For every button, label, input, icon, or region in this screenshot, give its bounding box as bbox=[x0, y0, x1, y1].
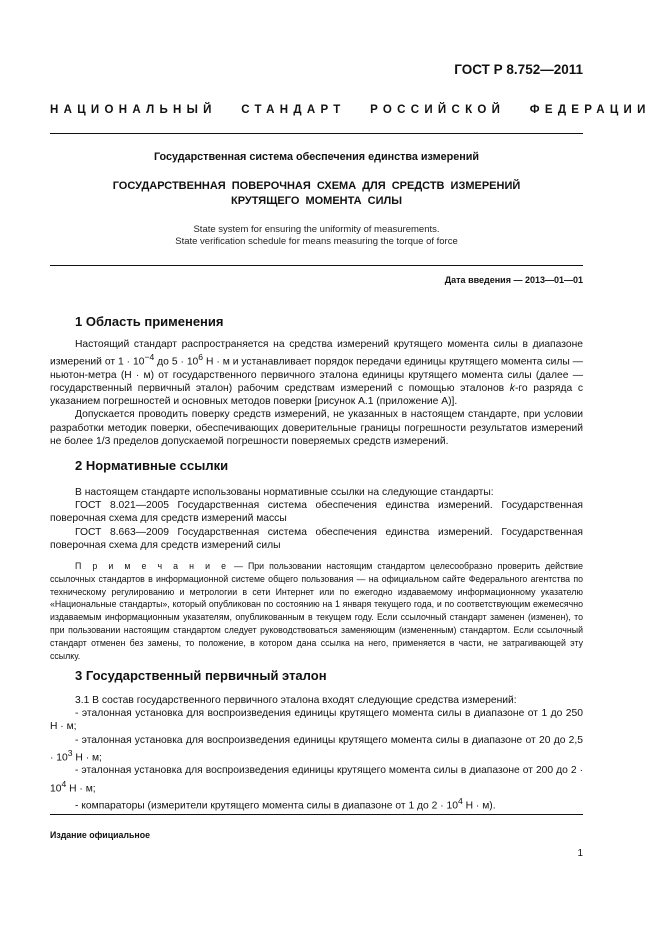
page-number: 1 bbox=[577, 848, 583, 859]
section2-paragraph1: В настоящем стандарте использованы нормативные ссылки на следующие стандарты: bbox=[75, 487, 494, 498]
section1-body bbox=[50, 338, 583, 448]
section3-body bbox=[50, 694, 583, 813]
standard-title-line1: ГОСУДАРСТВЕННАЯ ПОВЕРОЧНАЯ СХЕМА ДЛЯ СРЕДСТВ ИЗМЕРЕНИЙ bbox=[112, 180, 521, 192]
section1-heading: 1 Область применения bbox=[75, 314, 224, 329]
header-divider bbox=[50, 133, 583, 134]
english-title-line2: State verification schedule for means measuring the torque of force bbox=[175, 236, 458, 247]
section3-heading: 3 Государственный первичный эталон bbox=[75, 668, 327, 683]
section3-item1: - эталонная установка для воспроизведения единицы крутящего момента силы в диапазоне от 1 до 250 Н · м; bbox=[50, 708, 583, 733]
section2-body bbox=[50, 486, 583, 552]
note-label: П р и м е ч а н и е bbox=[75, 561, 229, 571]
standard-title-line2: КРУТЯЩЕГО МОМЕНТА СИЛЫ bbox=[230, 195, 402, 207]
title-divider bbox=[50, 265, 583, 266]
section2-reference1: ГОСТ 8.021—2005 Государственная система обеспечения единства измерений. Государственная поверочная схема для средств измерений массы bbox=[50, 500, 583, 525]
section1-paragraph1: Настоящий стандарт распространяется на средства измерений крутящего момента силы в диапазоне измерений от $1 \cdot 10^{-4}$ до $5 \cdot 10^6$ Н · м и устанавливает порядок передачи единицы крутящего момента силы — ньютон-метра (Н · м) от государственного первичного эталона единицы крутящего момента силы (далее — государственный первичный эталон) рабочим средствам измерений с помощью эталонов k-го разряда с указанием погрешностей и основных методов поверки [рисунок А.1 (приложение А)]. bbox=[50, 339, 583, 408]
document-number: ГОСТ Р 8.752—2011 bbox=[454, 62, 583, 77]
edition-label: Издание официальное bbox=[50, 830, 150, 840]
note-text: — При пользовании настоящим стандартом целесообразно проверить действие ссылочных стандартов в информационной системе общего пользования — на официальном сайте Федерального агентства по техническому регулированию и метрологии в сети Интернет или по ежегодно издаваемому информационному указателю «Национальные стандарты», который опубликован по состоянию на 1 января текущего года, и по соответствующим ежемесячно издаваемым информационным указателям, опубликованным в текущем году. Если ссылочный стандарт заменен (изменен), то при пользовании настоящим стандартом следует руководствоваться заменяющим (измененным) стандартом. Если ссылочный стандарт отменен без замены, то положение, в котором дана ссылка на него, применяется в части, не затрагивающей эту ссылку. bbox=[50, 561, 583, 661]
section3-item2: - эталонная установка для воспроизведения единицы крутящего момента силы в диапазоне от 20 до $2,5 \cdot 10^3$ Н · м; bbox=[50, 734, 583, 764]
section3-item3: - эталонная установка для воспроизведения единицы крутящего момента силы в диапазоне от 200 до $2 \cdot 10^4$ Н · м; bbox=[50, 765, 583, 795]
section2-note bbox=[50, 560, 583, 662]
introduction-date: Дата введения — 2013—01—01 bbox=[444, 275, 583, 285]
section3-item4: - компараторы (измерители крутящего момента силы в диапазоне от 1 до $2 \cdot 10^4$ Н · м). bbox=[75, 796, 496, 812]
section2-heading: 2 Нормативные ссылки bbox=[75, 458, 229, 473]
section1-paragraph2: Допускается проводить поверку средств измерений, не указанных в настоящем стандарте, при условии разработки методик поверки, обеспечивающих доверительные границы погрешности результатов измерений не более 1/3 пределов допускаемой погрешности поверяемых средств измерений. bbox=[50, 409, 583, 447]
footer-divider bbox=[50, 814, 583, 815]
system-title: Государственная система обеспечения единства измерений bbox=[153, 151, 480, 163]
section2-reference2: ГОСТ 8.663—2009 Государственная система обеспечения единства измерений. Государственная поверочная схема для средств измерений силы bbox=[50, 526, 583, 551]
english-title bbox=[50, 224, 583, 248]
national-standard-title: НАЦИОНАЛЬНЫЙ СТАНДАРТ РОССИЙСКОЙ ФЕДЕРАЦИИ bbox=[50, 104, 651, 116]
section3-paragraph1: 3.1 В состав государственного первичного эталона входят следующие средства измерений: bbox=[75, 695, 517, 706]
english-title-line1: State system for ensuring the uniformity of measurements. bbox=[193, 224, 440, 235]
standard-title bbox=[50, 179, 583, 209]
